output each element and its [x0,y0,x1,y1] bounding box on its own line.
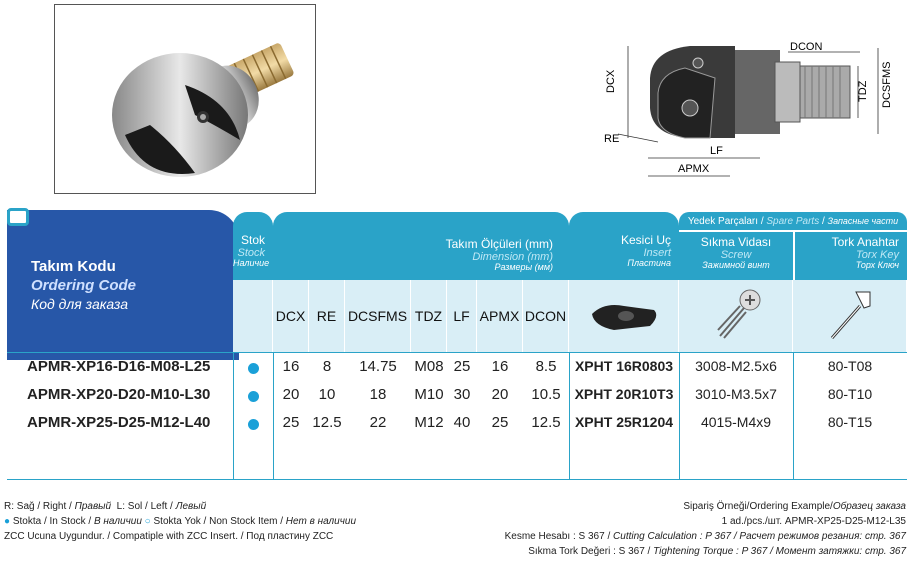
legend-stock: ● Stokta / In Stock / В наличии ○ Stokta Yok / Non Stock Item / Нет в наличии [4,516,357,527]
screw-image-cell [679,280,793,352]
cell-dcsfms: 22 [369,414,387,431]
cell-insert: XPHT 25R1204 [574,414,674,430]
cell-key: 80-T15 [827,414,873,430]
ordering-code: APMR-XP20-D20-M10-L30 [27,386,211,403]
label-lf: LF [710,145,723,157]
stock-subheader [233,280,273,352]
cell-screw: 3008-M2.5x6 [695,358,777,374]
cell-tdz: M12 [414,414,444,431]
cell-key: 80-T08 [827,358,873,374]
in-stock-dot [248,391,259,402]
tightening-torque: Sıkma Tork Değeri : S 367 / Tightening Torque : P 367 / Момент затяжки: стр. 367 [528,546,906,557]
label-dcx: DCX [605,69,617,93]
cell-re: 8 [322,358,332,375]
stock-label: Stok Stock Наличие [233,233,270,269]
divider [233,352,234,480]
dimension-label: Takım Ölçüleri (mm) Dimension (mm) Размеры (мм) [445,237,553,273]
divider [7,479,907,480]
cell-screw: 3010-M3.5x7 [695,386,777,402]
product-table [7,208,907,480]
ordering-code: APMR-XP25-D25-M12-L40 [27,414,211,431]
cell-apmx: 25 [491,414,509,431]
col-dcx: DCX [273,280,309,352]
col-re: RE [309,280,345,352]
in-stock-dot [248,419,259,430]
label-tdz: TDZ [857,80,869,102]
col-apmx: APMX [477,280,523,352]
cell-tdz: M10 [414,386,444,403]
cell-apmx: 16 [491,358,509,375]
col-lf: LF [447,280,477,352]
cell-insert: XPHT 20R10T3 [574,386,674,402]
cutting-calculation: Kesme Hesabı : S 367 / Cutting Calculation : P 367 / Расчет режимов резания: стр. 367 [504,531,906,542]
product-photo [54,4,316,194]
cell-lf: 40 [453,414,471,431]
order-example: 1 ad./pcs./шт. APMR-XP25-D25-M12-L35 [721,516,906,527]
label-dcon: DCON [790,41,823,53]
cell-dcx: 16 [282,358,300,375]
screw-label: Sıkma Vidası Screw Зажимной винт [700,235,772,271]
col-tdz: TDZ [411,280,447,352]
cell-re: 12.5 [312,414,342,431]
cell-dcon: 12.5 [531,414,561,431]
insert-image-cell [569,280,679,352]
col-dcon: DCON [523,280,569,352]
insert-label: Kesici Uç Insert Пластина [620,233,671,269]
screw-icon [706,286,766,346]
in-stock-legend-icon: ● [4,516,11,527]
cell-re: 10 [318,386,336,403]
torx-label: Tork Anahtar Torx Key Торх Ключ [831,235,899,271]
cell-dcon: 8.5 [535,358,557,375]
cell-dcon: 10.5 [531,386,561,403]
legend-direction: R: Sağ / Right / Правый L: Sol / Left / Левый [4,501,207,512]
torx-image-cell [793,280,907,352]
legend-compatibility: ZCC Ucuna Uygundur. / Compatiple with ZCC Insert. / Под пластину ZCC [4,531,334,542]
label-apmx: APMX [678,163,710,175]
end-mill-photo-illustration [55,5,317,195]
cell-dcsfms: 14.75 [359,358,397,375]
insert-icon [584,296,664,336]
cell-key: 80-T10 [827,386,873,402]
ordering-code: APMR-XP16-D16-M08-L25 [27,358,211,375]
non-stock-legend-icon: ○ [144,516,151,527]
tool-dimension-drawing [600,38,900,188]
ordering-code-title: Takım Kodu Ordering Code Код для заказа [31,258,137,312]
cell-insert: XPHT 16R0803 [574,358,674,374]
label-dcsfms: DCSFMS [881,61,893,108]
cell-apmx: 20 [491,386,509,403]
label-re: RE [604,133,620,145]
divider [7,352,907,353]
cell-tdz: M08 [414,358,444,375]
cell-lf: 25 [453,358,471,375]
cell-screw: 4015-M4x9 [700,414,772,430]
technical-drawing [600,38,900,188]
cell-dcsfms: 18 [369,386,387,403]
cell-dcx: 25 [282,414,300,431]
col-dcsfms: DCSFMS [345,280,411,352]
in-stock-dot [248,363,259,374]
cell-lf: 30 [453,386,471,403]
cell-dcx: 20 [282,386,300,403]
spare-parts-label: Yedek Parçaları / Spare Parts / Запасные части [687,216,899,227]
order-example-title: Sipariş Örneği/Ordering Example/Образец заказа [683,501,906,512]
corner-tab-icon [7,208,29,226]
torx-key-icon [820,286,880,346]
